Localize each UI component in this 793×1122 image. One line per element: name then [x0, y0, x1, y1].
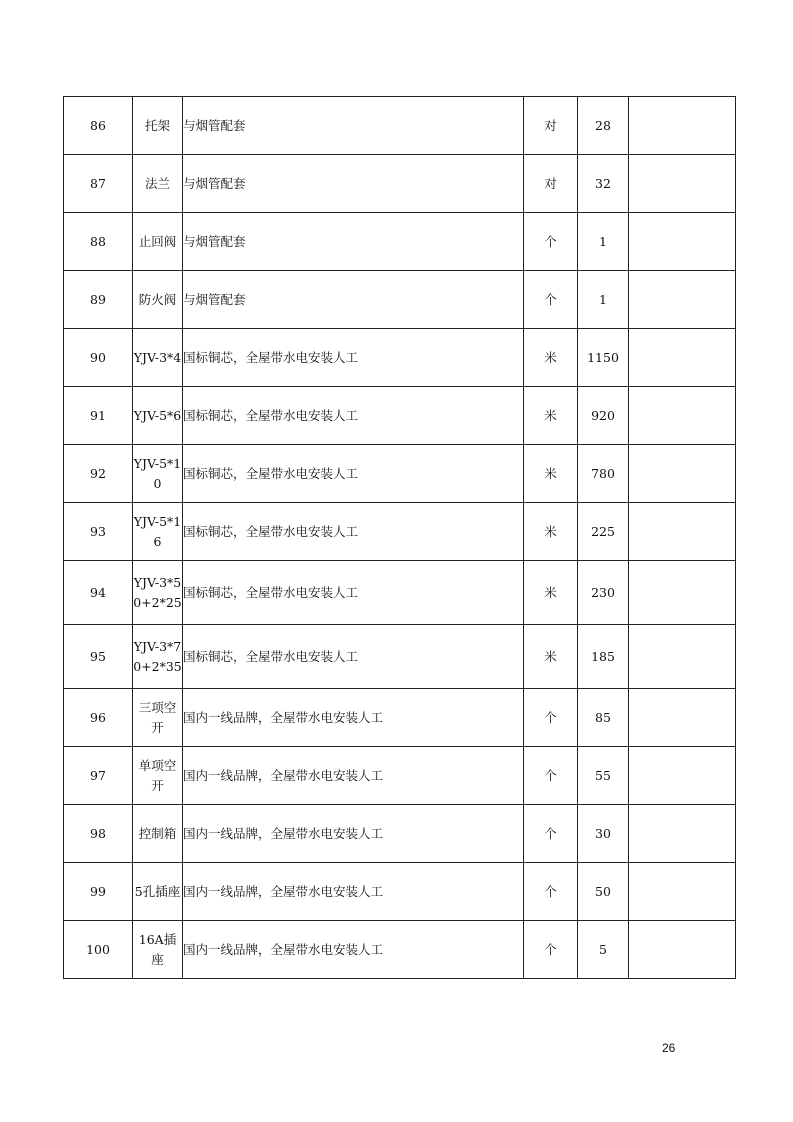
item-number: 89: [64, 271, 133, 329]
item-description: 与烟管配套: [183, 155, 524, 213]
item-quantity: 32: [578, 155, 629, 213]
table-row: [64, 863, 736, 921]
table-row: [64, 561, 736, 625]
item-unit: 个: [524, 689, 578, 747]
item-number: 97: [64, 747, 133, 805]
item-unit: 个: [524, 863, 578, 921]
item-note: [629, 625, 736, 689]
item-unit: 米: [524, 625, 578, 689]
item-unit: 个: [524, 271, 578, 329]
item-note: [629, 97, 736, 155]
item-name: 16A插座: [133, 921, 183, 979]
item-quantity: 1150: [578, 329, 629, 387]
table-row: [64, 155, 736, 213]
item-quantity: 50: [578, 863, 629, 921]
item-note: [629, 805, 736, 863]
item-note: [629, 561, 736, 625]
table-row: [64, 271, 736, 329]
item-description: 国标铜芯，全屋带水电安装人工: [183, 445, 524, 503]
table-row: [64, 805, 736, 863]
item-description: 与烟管配套: [183, 213, 524, 271]
table-row: [64, 625, 736, 689]
item-description: 国内一线品牌，全屋带水电安装人工: [183, 747, 524, 805]
item-quantity: 920: [578, 387, 629, 445]
item-note: [629, 329, 736, 387]
item-quantity: 1: [578, 213, 629, 271]
item-unit: 个: [524, 747, 578, 805]
item-unit: 个: [524, 921, 578, 979]
item-description: 国标铜芯，全屋带水电安装人工: [183, 561, 524, 625]
item-unit: 米: [524, 503, 578, 561]
table-row: [64, 97, 736, 155]
item-quantity: 225: [578, 503, 629, 561]
item-note: [629, 921, 736, 979]
table-row: [64, 503, 736, 561]
table-row: [64, 747, 736, 805]
item-number: 87: [64, 155, 133, 213]
item-name: YJV-5*6: [133, 387, 183, 445]
item-unit: 米: [524, 561, 578, 625]
item-quantity: 5: [578, 921, 629, 979]
item-note: [629, 155, 736, 213]
item-quantity: 85: [578, 689, 629, 747]
item-name: YJV-3*70+2*35: [133, 625, 183, 689]
table-row: [64, 445, 736, 503]
table-row: [64, 329, 736, 387]
item-unit: 米: [524, 445, 578, 503]
item-quantity: 1: [578, 271, 629, 329]
table-row: [64, 213, 736, 271]
item-note: [629, 689, 736, 747]
item-number: 94: [64, 561, 133, 625]
item-name: 控制箱: [133, 805, 183, 863]
item-description: 国标铜芯，全屋带水电安装人工: [183, 329, 524, 387]
item-quantity: 780: [578, 445, 629, 503]
item-description: 与烟管配套: [183, 271, 524, 329]
item-note: [629, 863, 736, 921]
item-name: 托架: [133, 97, 183, 155]
item-description: 国内一线品牌，全屋带水电安装人工: [183, 805, 524, 863]
item-number: 95: [64, 625, 133, 689]
item-description: 国标铜芯，全屋带水电安装人工: [183, 625, 524, 689]
item-quantity: 30: [578, 805, 629, 863]
items-table: [63, 96, 736, 979]
item-name: 止回阀: [133, 213, 183, 271]
item-number: 93: [64, 503, 133, 561]
item-name: 5孔插座: [133, 863, 183, 921]
item-note: [629, 445, 736, 503]
item-unit: 米: [524, 387, 578, 445]
item-quantity: 55: [578, 747, 629, 805]
item-number: 91: [64, 387, 133, 445]
item-quantity: 28: [578, 97, 629, 155]
page-number: 26: [662, 1041, 676, 1055]
item-description: 与烟管配套: [183, 97, 524, 155]
item-number: 88: [64, 213, 133, 271]
item-quantity: 185: [578, 625, 629, 689]
item-unit: 米: [524, 329, 578, 387]
item-number: 98: [64, 805, 133, 863]
item-description: 国标铜芯，全屋带水电安装人工: [183, 387, 524, 445]
item-name: 防火阀: [133, 271, 183, 329]
item-name: 三项空开: [133, 689, 183, 747]
table-row: [64, 689, 736, 747]
item-note: [629, 747, 736, 805]
table-row: [64, 387, 736, 445]
item-number: 100: [64, 921, 133, 979]
item-note: [629, 213, 736, 271]
items-table-body: [64, 97, 736, 979]
item-description: 国内一线品牌，全屋带水电安装人工: [183, 921, 524, 979]
item-number: 99: [64, 863, 133, 921]
item-note: [629, 503, 736, 561]
item-unit: 个: [524, 805, 578, 863]
item-number: 96: [64, 689, 133, 747]
item-name: 单项空开: [133, 747, 183, 805]
item-name: YJV-5*10: [133, 445, 183, 503]
item-unit: 对: [524, 155, 578, 213]
item-note: [629, 387, 736, 445]
item-number: 86: [64, 97, 133, 155]
item-name: YJV-3*50+2*25: [133, 561, 183, 625]
item-name: 法兰: [133, 155, 183, 213]
item-description: 国内一线品牌，全屋带水电安装人工: [183, 689, 524, 747]
item-unit: 对: [524, 97, 578, 155]
item-number: 90: [64, 329, 133, 387]
item-name: YJV-5*16: [133, 503, 183, 561]
item-unit: 个: [524, 213, 578, 271]
item-number: 92: [64, 445, 133, 503]
item-note: [629, 271, 736, 329]
item-name: YJV-3*4: [133, 329, 183, 387]
table-row: [64, 921, 736, 979]
item-quantity: 230: [578, 561, 629, 625]
item-description: 国标铜芯，全屋带水电安装人工: [183, 503, 524, 561]
item-description: 国内一线品牌，全屋带水电安装人工: [183, 863, 524, 921]
